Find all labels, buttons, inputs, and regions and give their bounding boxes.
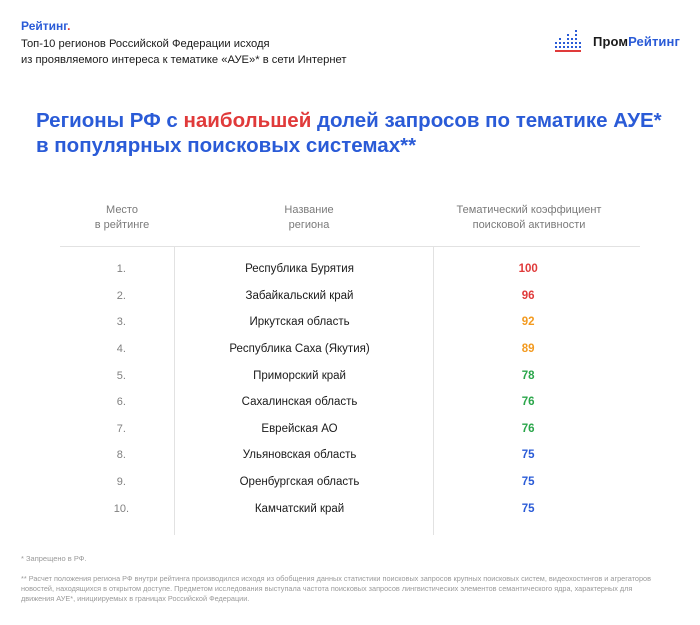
header-place: Место в рейтинге [94, 204, 150, 231]
table-rows [60, 247, 640, 522]
row-value: 89 [521, 343, 535, 356]
table-row [60, 442, 640, 469]
table-row [60, 362, 640, 389]
row-place: 2. [116, 289, 126, 302]
table-row [60, 389, 640, 416]
row-region: Республика Бурятия [245, 263, 354, 276]
title-accent: наибольшей [183, 109, 312, 132]
row-value: 75 [521, 449, 535, 462]
subtitle-line-2: из проявляемого интереса к тематике «АУЕ»* в сети Интернет [21, 54, 347, 66]
row-region: Республика Саха (Якутия) [229, 343, 370, 356]
table-row [60, 495, 640, 522]
row-value: 92 [521, 316, 535, 329]
row-value: 100 [518, 263, 538, 276]
row-value: 75 [521, 502, 535, 515]
row-place: 6. [116, 396, 126, 409]
table-row [60, 309, 640, 336]
row-region: Оренбургская область [239, 476, 360, 489]
footnote-2: ** Расчет положения региона РФ внутри рейтинга производился исходя из обобщения данных статистики поисковых запросов крупных поисковых систем, видеохостингов и агрегаторов новостей, находящихся в открытом доступе. Предметом исследования выступала частота поисковых запросов лингвистических элементов семантического ядра, характерных для движения АУЕ*, инициируемых в границах Российской Федерации. [21, 574, 651, 603]
row-value: 75 [521, 476, 535, 489]
bars-chart-icon [555, 28, 583, 54]
row-place: 9. [116, 476, 126, 489]
table-row [60, 283, 640, 310]
table-row [60, 256, 640, 283]
row-value: 78 [521, 369, 535, 382]
table-row [60, 336, 640, 363]
header-coefficient: Тематический коэффициент поисковой активности [456, 204, 602, 231]
row-value: 96 [521, 289, 535, 302]
header-region: Название региона [284, 204, 334, 231]
row-region: Сахалинская область [241, 396, 358, 409]
brand-label: Рейтинг. [21, 19, 71, 33]
row-place: 4. [116, 343, 126, 356]
row-place: 1. [116, 263, 126, 276]
subtitle-line-1: Топ-10 регионов Российской Федерации исходя [21, 38, 270, 50]
row-value: 76 [521, 396, 535, 409]
row-place: 10. [113, 502, 130, 515]
row-region: Камчатский край [254, 502, 345, 515]
row-region: Приморский край [253, 369, 346, 382]
header [21, 18, 481, 68]
row-place: 5. [116, 369, 126, 382]
table-row [60, 469, 640, 496]
logo-text: ПромРейтинг [593, 33, 680, 49]
row-region: Еврейская АО [261, 422, 338, 435]
row-place: 7. [116, 422, 126, 435]
row-region: Иркутская область [249, 316, 350, 329]
row-region: Забайкальский край [245, 289, 354, 302]
row-value: 76 [521, 422, 535, 435]
table-body [60, 247, 640, 535]
row-region: Ульяновская область [242, 449, 357, 462]
table-row [60, 416, 640, 443]
logo [555, 28, 680, 54]
ranking-table [60, 198, 640, 535]
footnote-1: * Запрещено в РФ. [21, 554, 87, 563]
row-place: 3. [116, 316, 126, 329]
brand-dot: . [67, 19, 71, 33]
row-place: 8. [116, 449, 126, 462]
table-header [60, 198, 640, 247]
page-title: Регионы РФ с наибольшей долей запросов по тематике АУЕ* в популярных поисковых системах** [36, 109, 662, 157]
